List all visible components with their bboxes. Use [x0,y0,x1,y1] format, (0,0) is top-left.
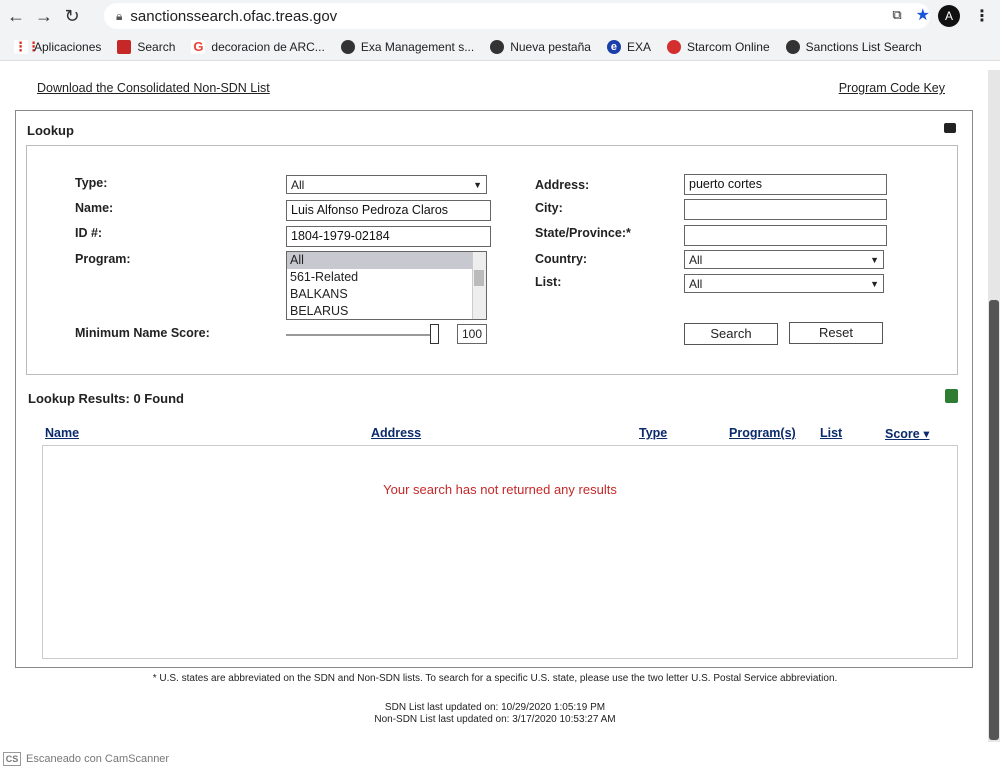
globe-icon [490,40,504,54]
program-label: Program: [75,252,131,266]
bookmark-exa[interactable]: e EXA [601,40,657,54]
column-header-address[interactable]: Address [371,426,422,440]
program-scroll-thumb[interactable] [474,270,484,286]
browser-menu-icon[interactable]: ⋮ [974,8,990,25]
column-header-name[interactable]: Name [45,426,80,440]
back-icon[interactable]: ← [7,6,25,26]
program-scrollbar[interactable] [472,252,486,319]
program-option[interactable]: 561-Related [290,270,359,284]
program-listbox[interactable] [286,251,487,320]
country-select[interactable]: All ▼ [684,250,884,269]
list-update-info [0,702,990,726]
no-results-message: Your search has not returned any results [383,482,617,497]
apps-grid-icon: ⋮⋮ [14,38,40,54]
page-scroll-thumb[interactable] [989,300,999,740]
lock-icon: 🔒︎ [116,8,123,23]
min-score-slider-thumb[interactable] [430,324,439,344]
column-header-score[interactable]: Score ▾ [885,427,930,441]
name-input[interactable]: Luis Alfonso Pedroza Claros [286,200,491,221]
list-label: List: [535,275,562,289]
country-label: Country: [535,252,588,266]
starcom-icon [667,40,681,54]
bookmark-search[interactable]: Search [111,40,181,54]
bookmark-exa-management[interactable]: Exa Management s... [335,40,480,54]
chevron-down-icon: ▼ [870,254,879,265]
top-links [37,81,945,95]
print-icon[interactable] [944,123,956,133]
chevron-down-icon: ▼ [473,179,482,190]
excel-export-icon[interactable] [945,389,958,403]
program-option[interactable]: BALKANS [290,287,348,301]
forward-icon[interactable]: → [35,6,53,26]
program-option[interactable]: BELARUS [290,304,349,318]
min-score-slider-track[interactable] [286,334,434,336]
search-bookmark-icon [117,40,131,54]
globe-icon [786,40,800,54]
state-input[interactable] [684,225,887,246]
type-label: Type: [75,176,108,190]
lookup-form [26,145,958,375]
state-footnote: * U.S. states are abbreviated on the SDN and Non-SDN lists. To search for a specific U.S. state, please use the two letter U.S. Postal Service abbreviation. [152,673,838,684]
download-non-sdn-link[interactable]: Download the Consolidated Non-SDN List [37,81,270,95]
address-input[interactable]: puerto cortes [684,174,887,195]
city-label: City: [535,201,563,215]
type-select[interactable]: All ▼ [286,175,487,194]
bookmark-starcom[interactable]: Starcom Online [661,40,776,54]
bookmark-sanctions-list-search[interactable]: Sanctions List Search [780,40,928,54]
sdn-updated: SDN List last updated on: 10/29/2020 1:05:19 PM [384,702,606,713]
google-g-icon: G [193,38,204,54]
column-header-programs[interactable]: Program(s) [729,426,796,440]
min-score-label: Minimum Name Score: [75,326,210,340]
results-table [42,445,958,659]
results-title: Lookup Results: 0 Found [28,391,184,406]
globe-icon [341,40,355,54]
camscanner-text: Escaneado con CamScanner [26,753,170,765]
min-score-value[interactable]: 100 [457,324,487,344]
lookup-panel [15,110,973,668]
list-select[interactable]: All ▼ [684,274,884,293]
bookmarks-bar [0,33,1000,61]
address-bar[interactable] [104,3,930,29]
chevron-down-icon: ▼ [870,278,879,289]
translate-icon[interactable]: ⧉ [892,7,902,22]
name-label: Name: [75,201,114,215]
state-label: State/Province:* [535,226,631,240]
exa-logo-icon: e [607,40,621,54]
address-label: Address: [535,178,590,192]
lookup-title: Lookup [27,123,74,138]
program-option[interactable]: All [287,252,486,269]
camscanner-watermark [3,752,169,766]
bookmark-aplicaciones[interactable]: ⋮⋮ Aplicaciones [14,38,102,54]
nonsdn-updated: Non-SDN List last updated on: 3/17/2020 10:53:27 AM [374,714,616,725]
reset-button[interactable]: Reset [789,322,883,344]
bookmark-nueva-pestana[interactable]: Nueva pestaña [484,40,597,54]
id-label: ID #: [75,226,103,240]
search-button[interactable]: Search [684,323,778,345]
column-header-type[interactable]: Type [639,426,668,440]
url-text: sanctionssearch.ofac.treas.gov [130,7,338,25]
reload-icon[interactable]: ↻ [64,6,80,26]
column-header-list[interactable]: List [820,426,843,440]
camscanner-logo: CS [3,752,21,766]
browser-toolbar [0,0,1000,33]
profile-avatar[interactable]: A [938,5,960,27]
id-input[interactable]: 1804-1979-02184 [286,226,491,247]
page-scrollbar[interactable] [988,70,1000,742]
city-input[interactable] [684,199,887,220]
bookmark-decoracion[interactable]: G decoracion de ARC... [193,38,325,54]
program-code-key-link[interactable]: Program Code Key [838,81,945,95]
bookmark-star-icon[interactable]: ★ [915,7,930,24]
